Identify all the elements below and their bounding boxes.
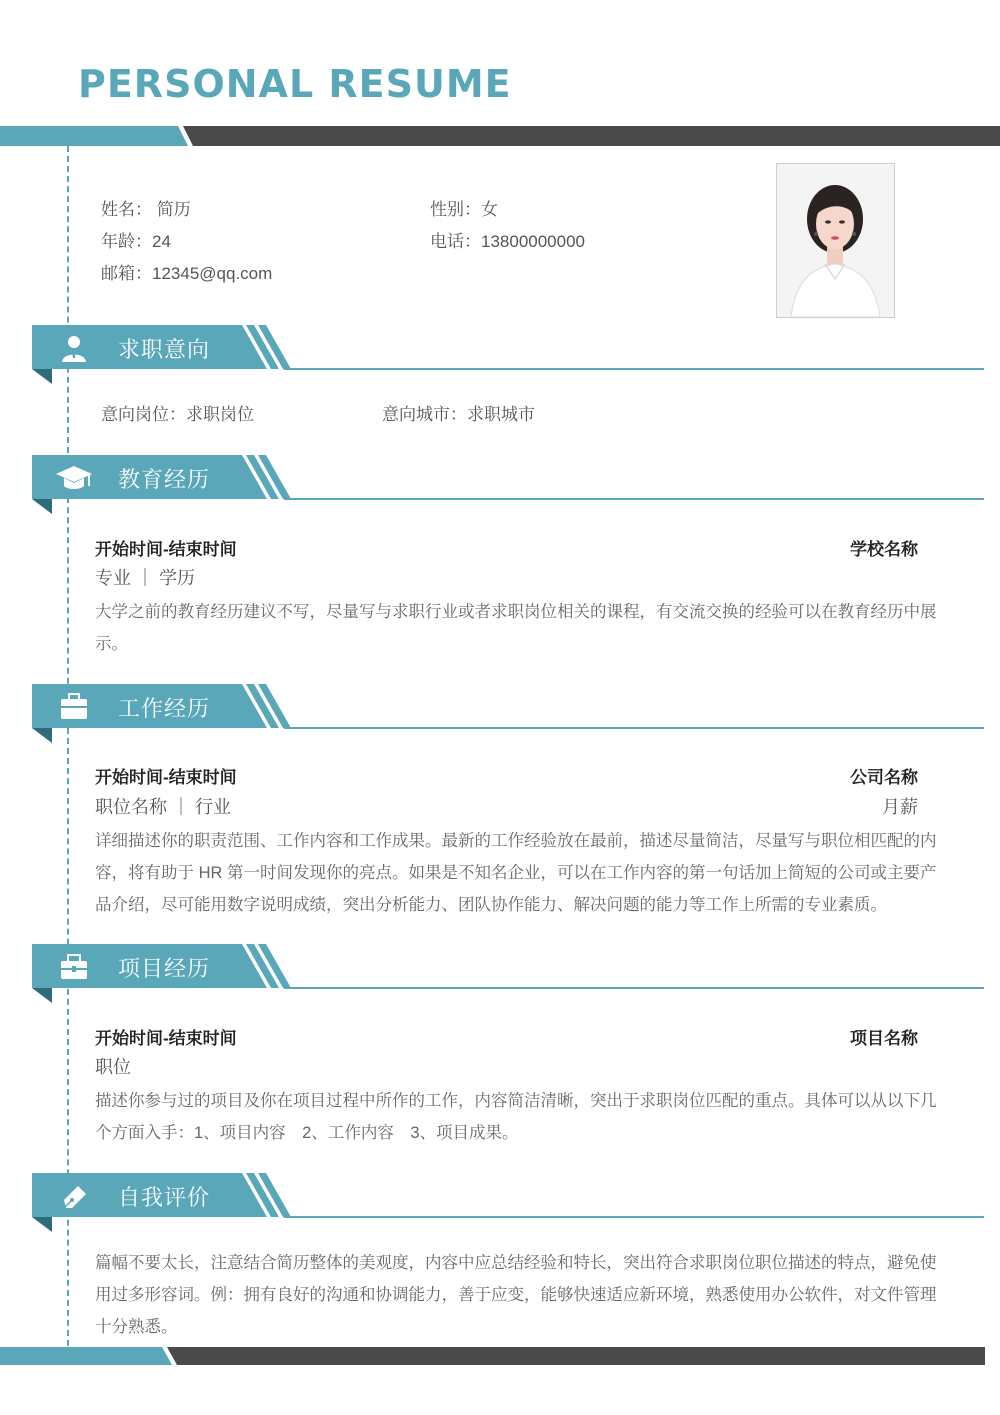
section-title-education: 教育经历 xyxy=(118,467,211,492)
section-header-work xyxy=(32,684,984,744)
education-description: 大学之前的教育经历建议不写，尽量写与求职行业或者求职岗位相关的课程，有交流交换的经验可以在教育经历中展示。 xyxy=(95,603,937,653)
section-title-intent: 求职意向 xyxy=(118,337,211,362)
section-title-self: 自我评价 xyxy=(118,1185,211,1210)
user-icon xyxy=(54,330,94,366)
name-field: 姓名： 简历 xyxy=(101,200,191,219)
work-description: 详细描述你的职责范围、工作内容和工作成果。最新的工作经验放在最前，描述尽量简洁，尽量写与职位相匹配的内容，将有助于 HR 第一时间发现你的亮点。如果是不知名企业，可以在工作内容的第一句话加上简短的公司或主要产品介绍，尽可能用数字说明成绩，突出分析能力、团队协作能力、解决问题的能力等工作上所需的专业素质。 xyxy=(95,832,937,914)
gender-field: 性别：女 xyxy=(430,200,498,219)
section-header-education xyxy=(32,455,984,515)
work-time: 开始时间-结束时间 xyxy=(95,768,237,787)
pen-icon xyxy=(54,1178,94,1214)
section-title-work: 工作经历 xyxy=(118,696,211,721)
education-major: 专业 ｜ 学历 xyxy=(95,568,196,588)
work-salary: 月薪 xyxy=(882,797,918,817)
email-field: 邮箱：12345@qq.com xyxy=(101,264,273,283)
work-role: 职位名称 ｜ 行业 xyxy=(95,797,232,817)
project-description: 描述你参与过的项目及你在项目过程中所作的工作，内容简洁清晰，突出于求职岗位匹配的重点。具体可以从以下几个方面入手：1、项目内容 2、工作内容 3、项目成果。 xyxy=(95,1092,937,1142)
age-field: 年龄：24 xyxy=(101,232,171,251)
project-time: 开始时间-结束时间 xyxy=(95,1029,237,1048)
profile-photo xyxy=(776,163,895,318)
bottom-band xyxy=(0,1347,985,1365)
work-company: 公司名称 xyxy=(850,768,918,787)
project-role: 职位 xyxy=(95,1057,131,1077)
intent-position: 意向岗位：求职岗位 xyxy=(101,405,254,424)
section-header-intent xyxy=(32,325,984,385)
education-time: 开始时间-结束时间 xyxy=(95,540,237,559)
project-name: 项目名称 xyxy=(850,1029,918,1048)
top-band xyxy=(0,126,1000,146)
self-description: 篇幅不要太长，注意结合简历整体的美观度，内容中应总结经验和特长，突出符合求职岗位职位描述的特点，避免使用过多形容词。例：拥有良好的沟通和协调能力，善于应变，能够快速适应新环境，熟悉使用办公软件，对文件管理十分熟悉。 xyxy=(95,1254,937,1336)
intent-city: 意向城市：求职城市 xyxy=(382,405,535,424)
toolbox-icon xyxy=(54,949,94,985)
section-header-project xyxy=(32,944,984,1004)
phone-field: 电话：13800000000 xyxy=(430,232,586,251)
section-header-self xyxy=(32,1173,984,1233)
briefcase-icon xyxy=(54,689,94,725)
graduation-cap-icon xyxy=(54,460,94,496)
page-title: PERSONAL RESUME xyxy=(78,62,512,106)
education-school: 学校名称 xyxy=(850,540,918,559)
section-title-project: 项目经历 xyxy=(118,956,211,981)
